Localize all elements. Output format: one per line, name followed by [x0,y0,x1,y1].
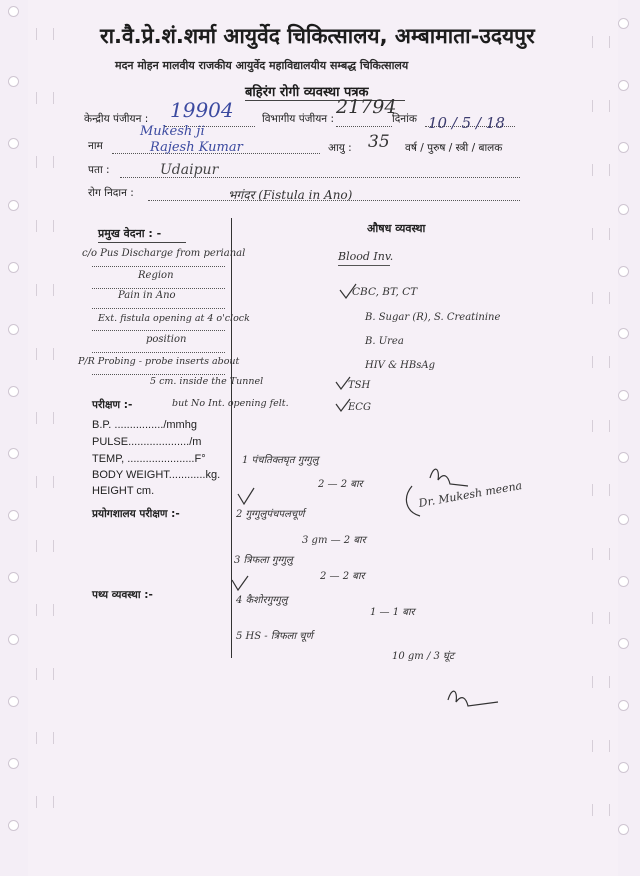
chief-complaints-label: प्रमुख वेदना : - [98,227,162,240]
complaint-line: Ext. fistula opening at 4 o'clock [98,313,250,324]
name-value-2: Rajesh Kumar [150,140,243,155]
check-mark-icon [340,284,356,298]
diet-label: पथ्य व्यवस्था :- [92,589,153,601]
temp-field: TEMP, ......................F° [92,453,206,465]
rx-dose: 10 gm / 3 घूंट [392,651,455,662]
address-value: Udaipur [160,162,219,178]
rx-item: 5 HS - त्रिफला चूर्ण [236,631,313,642]
body-weight-field: BODY WEIGHT............kg. [92,469,221,481]
rx-dose: 1 — 1 बार [370,607,415,618]
check-mark-icon [336,377,350,389]
date-value: 10 / 5 / 18 [428,114,505,132]
check-mark-icon [336,399,350,411]
diagnosis-label: रोग निदान : [88,187,134,199]
address-label: पता : [88,164,110,176]
central-reg-value: 19904 [170,98,234,122]
complaint-line: c/o Pus Discharge from perianal [82,248,246,259]
central-reg-label: केन्द्रीय पंजीयन : [84,113,149,125]
investigation-item: ECG [348,402,371,413]
exam-note: but No Int. opening felt. [172,398,289,409]
rx-item: 4 कैशोरगुग्गुलु [236,595,288,606]
investigation-item: CBC, BT, CT [352,286,418,298]
rx-dose: 2 — 2 बार [318,479,363,490]
rx-item: 3 त्रिफला गुग्गुलु [234,555,293,566]
exam-note: 5 cm. inside the Tunnel [150,376,264,387]
complaint-line: position [146,334,187,345]
date-label: दिनांक [392,113,417,125]
complaint-line: Pain in Ano [118,290,176,301]
exam-note: P/R Probing - probe inserts about [78,356,240,367]
name-value-1: Mukesh ji [140,124,205,139]
rx-item: 1 पंचतिक्तघृत गुग्गुलु [242,455,319,466]
investigation-item: B. Sugar (R), S. Creatinine [365,312,501,323]
signature-mark-icon [448,691,498,706]
dept-reg-label: विभागीय पंजीयन : [262,113,334,125]
investigation-item: B. Urea [365,336,404,347]
age-gender-options: वर्ष / पुरुष / स्त्री / बालक [405,142,503,154]
pulse-field: PULSE..................../m [92,436,202,448]
form-title: बहिरंग रोगी व्यवस्था पत्रक [245,85,369,100]
dept-reg-value: 21794 [336,96,397,118]
rx-dose: 3 gm — 2 बार [302,535,366,546]
medication-label: औषध व्यवस्था [367,222,426,235]
hospital-name: रा.वै.प्रे.शं.शर्मा आयुर्वेद चिकित्सालय, अम्बामाता-उदयपुर [100,24,535,48]
blood-inv-heading: Blood Inv. [338,250,394,263]
rx-item: 2 गुग्गुलुपंचपलचूर्ण [236,509,305,520]
complaint-line: Region [138,270,174,281]
affiliation-line: मदन मोहन मालवीय राजकीय आयुर्वेद महाविद्यालयीय सम्बद्ध चिकित्सालय [115,59,409,72]
name-label: नाम [88,140,103,152]
examination-label: परीक्षण :- [92,399,133,411]
age-value: 35 [368,132,390,152]
check-mark-icon [238,488,254,504]
investigation-item: TSH [348,380,371,391]
rx-dose: 2 — 2 बार [320,571,365,582]
investigation-item: HIV & HBsAg [365,360,435,371]
lab-exam-label: प्रयोगशालय परीक्षण :- [92,508,180,520]
bp-field: B.P. ................/mmhg [92,419,197,431]
age-label: आयु : [328,142,352,154]
doctor-signature-name: Dr. Mukesh meena [417,479,524,510]
signature-mark-icon [430,469,468,486]
height-field: HEIGHT cm. [92,485,155,497]
diagnosis-value: भगंदर (Fistula in Ano) [228,188,353,202]
check-mark-icon [232,576,248,590]
